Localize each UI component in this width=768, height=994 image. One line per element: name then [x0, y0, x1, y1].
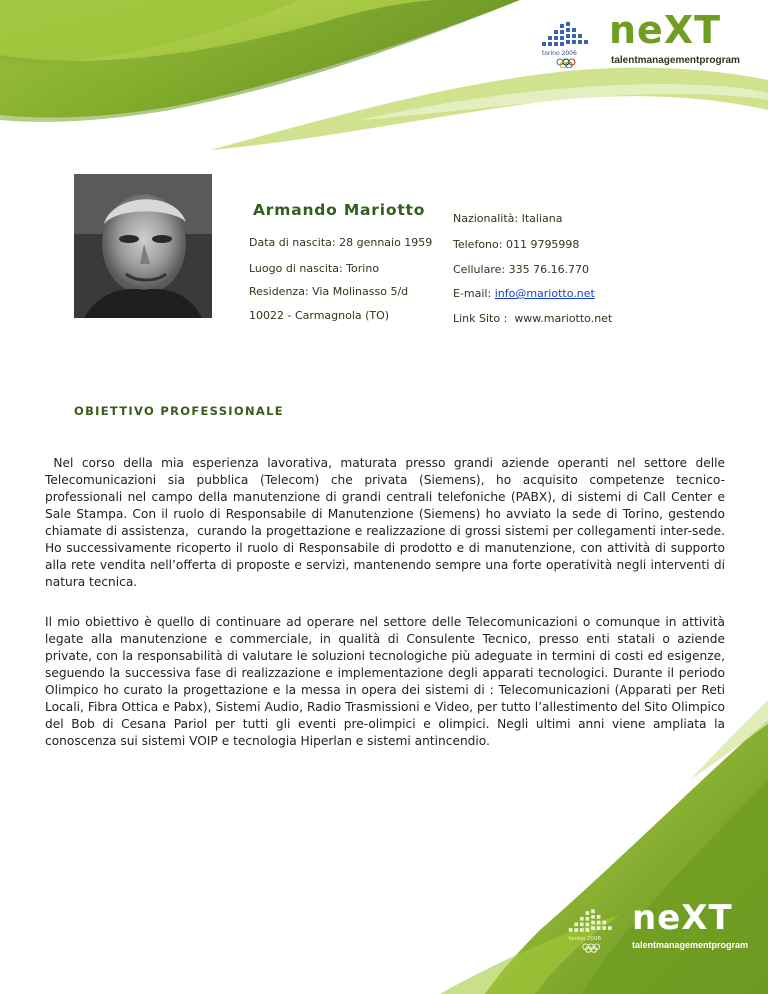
paragraph-objective: Il mio obiettivo è quello di continuare ad operare nel settore delle Telecomunicazioni o comunque in attività legate alla manutenzione e commerciale, in qualità di Consulente Tecnico, presso enti statali o aziende private, con la responsabilità di valutare le soluzioni tecnologiche più adeguate in termini di costi ed esigenze, seguendo la successiva fase di realizzazione e implementazione degli apparati tecnologici. Durante il periodo Olimpico ho curato la progettazione e la messa in opera dei sistemi di : Telecomunicazioni (Apparati per Reti Locali, Fibra Ottica e Pabx), Sistemi Audio, Radio Trasmissioni e Video, per tutto l’allestimento del Sito Olimpico del Bob di Cesana Pariol per tutti gli eventi pre-olimpici e olimpici. Negli ultimi anni viene ampliata la conoscenza sui sistemi VOIP e tecnologia Hiperlan e sistemi antincendio. [45, 615, 725, 748]
birth-date: Data di nascita: 28 gennaio 1959 [249, 236, 433, 249]
profile-photo [74, 174, 212, 318]
site-label: Link Sito : [453, 312, 508, 325]
candidate-name: Armando Mariotto [253, 201, 426, 219]
birth-place: Luogo di nascita: Torino [249, 262, 380, 275]
svg-text:torino 2006: torino 2006 [568, 936, 602, 943]
email-row [453, 287, 595, 300]
torino-2006-footer-logo-icon [565, 905, 621, 953]
section-title: OBIETTIVO PROFESSIONALE [74, 404, 284, 418]
nationality: Nazionalità: Italiana [453, 212, 563, 225]
next-brand-logo: neXT [609, 8, 722, 52]
residence: Residenza: Via Molinasso 5/d [249, 285, 409, 298]
next-brand-tagline: talentmanagementprogram [611, 55, 740, 66]
email-label: E-mail: [453, 287, 495, 300]
torino-2006-logo-icon [538, 18, 598, 68]
city: 10022 - Carmagnola (TO) [249, 309, 390, 322]
site-row [453, 312, 612, 325]
site-link[interactable]: www.mariotto.net [514, 312, 613, 325]
mobile: Cellulare: 335 76.16.770 [453, 263, 590, 276]
next-footer-logo: neXT [632, 898, 733, 938]
email-link[interactable]: info@mariotto.net [494, 287, 595, 300]
paragraph-experience: Nel corso della mia esperienza lavorativa, maturata presso grandi aziende operanti nel settore delle Telecomunicazioni sia pubblica (Telecom) che privata (Siemens), ho acquisito competenze tecnico-professionali nel campo della manutenzione di grandi centrali telefoniche (PABX), di sistemi di Call Center e Sale Stampa. Con il ruolo di Responsabile di Manutenzione (Siemens) ho avviato la sede di Torino, gestendo chiamate di assistenza, curando la progettazione e realizzazione di grossi sistemi per collegamenti inter-sede. Ho successivamente ricoperto il ruolo di Responsabile di prodotto e di manutenzione, con attività di supporto alla rete vendita nell’offerta di proposte e servizi, mantenendo sempre una forte operatività negli interventi di natura tecnica. [45, 456, 729, 589]
svg-text:torino 2006: torino 2006 [542, 50, 577, 57]
next-footer-tagline: talentmanagementprogram [632, 940, 749, 950]
phone: Telefono: 011 9795998 [453, 238, 580, 251]
